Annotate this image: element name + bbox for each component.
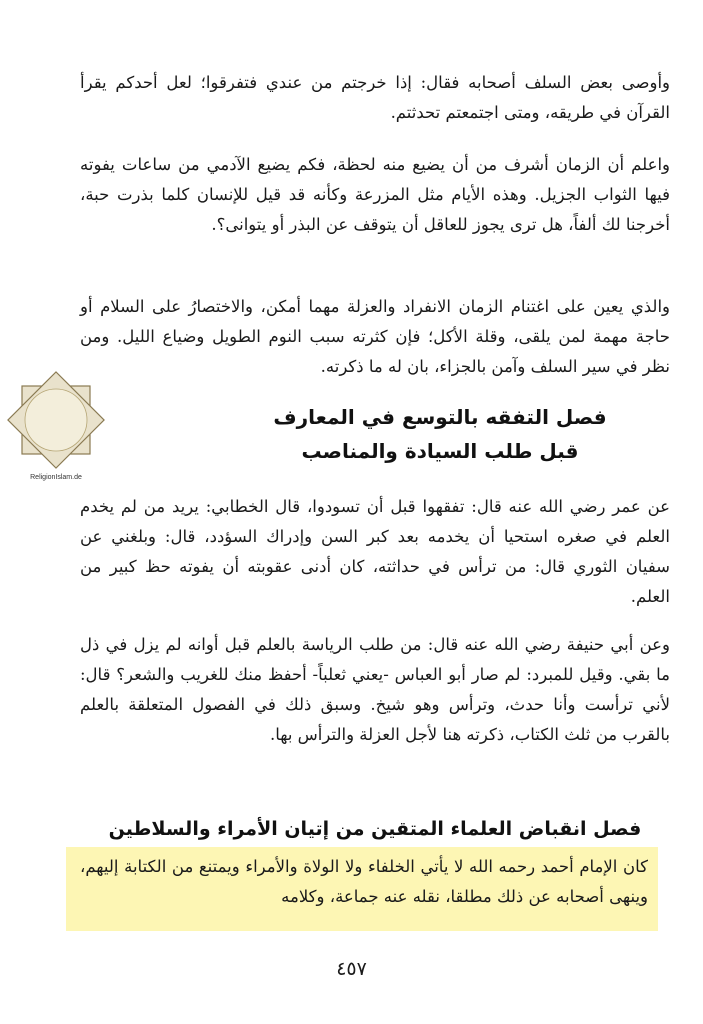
paragraph-seclusion: والذي يعين على اغتنام الزمان الانفراد والعزلة مهما أمكن، والاختصارُ على السلام أو حاجة مهمة لمن يلقى، وقلة الأكل؛ فإن كثرته سبب النوم الطويل وضياع الليل. ومن نظر في سير السلف وآمن بالجزاء، بان له ما ذكرته. [80,297,670,376]
section-heading-jurisprudence [200,400,680,468]
paragraph-abu-hanifa-saying: وعن أبي حنيفة رضي الله عنه قال: من طلب الرياسة بالعلم قبل أوانه لم يزل في ذل ما بقي. وقيل للمبرد: لم صار أبو العباس -يعني ثعلباً- أحفظ منك للغريب والشعر؟ قال: لأني ترأست وأنا حدث، وترأس وهو شيخ. وسبق ذلك في الفصول المتعلقة بالعلم بالقرب من ثلث الكتاب، ذكرته هنا لأجل العزلة والترأس بها. [80,635,670,744]
section-heading-line-2: قبل طلب السيادة والمناصب [301,439,579,463]
page-number: ٤٥٧ [336,958,367,980]
paragraph-advice-of-salaf: وأوصى بعض السلف أصحابه فقال: إذا خرجتم من عندي فتفرقوا؛ لعل أحدكم يقرأ القرآن في طريقه، ومتى اجتمعتم تحدثتم. [80,73,670,122]
section-heading-line-1: فصل التفقه بالتوسع في المعارف [273,405,607,429]
paragraph-value-of-time: واعلم أن الزمان أشرف من أن يضيع منه لحظة، فكم يضيع الآدمي من ساعات يفوته فيها الثواب الجزيل. وهذه الأيام مثل المزرعة وكأنه قد قيل للإنسان كلما بذرت حبة، أخرجنا لك ألفاً، هل ترى يجوز للعاقل أن يتوقف عن البذر أو يتوانى؟. [80,155,670,234]
section-heading-scholars-rulers: فصل انقباض العلماء المتقين من إتيان الأمراء والسلاطين [108,818,642,840]
star-emblem-icon [6,366,106,474]
site-logo [6,366,106,486]
paragraph-umar-saying: عن عمر رضي الله عنه قال: تفقهوا قبل أن تسودوا، قال الخطابي: يريد من لم يخدم العلم في صغره استحيا أن يخدمه بعد كبر السن وإدراك السؤدد، قال: وبلغني عن سفيان الثوري قال: من ترأس في حداثته، كان أدنى عقوبته أن يفوته حظ كبير من العلم. [80,497,670,606]
paragraph-imam-ahmad-highlighted: كان الإمام أحمد رحمه الله لا يأتي الخلفاء ولا الولاة والأمراء ويمتنع من الكتابة إليهم، وينهى أصحابه عن ذلك مطلقا، نقله عنه جماعة، وكلامه [80,857,648,906]
logo-caption: ReligionIslam.de [30,474,82,481]
